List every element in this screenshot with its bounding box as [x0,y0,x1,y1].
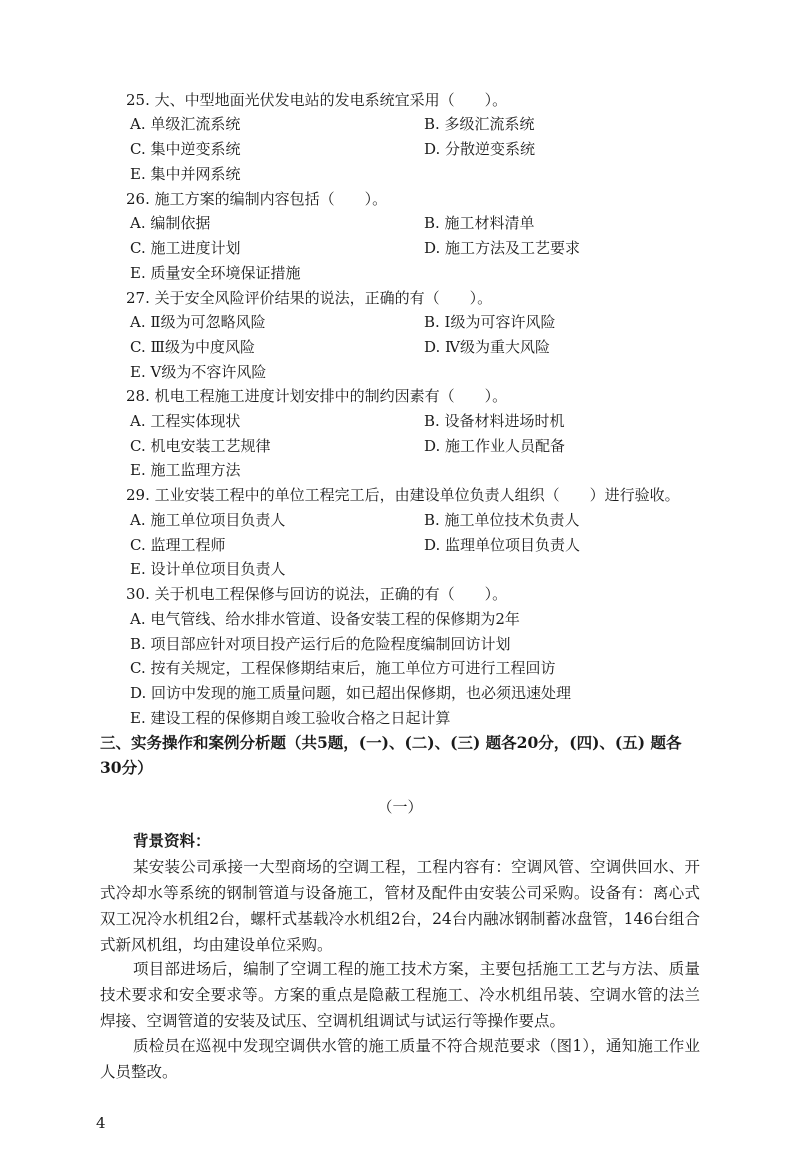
question-27-stem: 27. 关于安全风险评价结果的说法，正确的有（ ）。 [126,289,493,307]
question-28-option-d: D. 施工作业人员配备 [424,437,566,455]
question-30-option-d: D. 回访中发现的施工质量问题，如已超出保修期，也必须迅速处理 [130,684,572,702]
question-25-option-c: C. 集中逆变系统 [130,140,241,158]
question-27-option-e: E. Ⅴ级为不容许风险 [130,363,267,381]
question-28-stem: 28. 机电工程施工进度计划安排中的制约因素有（ ）。 [126,387,508,405]
question-25-option-b: B. 多级汇流系统 [424,115,535,133]
question-29-option-a: A. 施工单位项目负责人 [130,511,286,529]
question-28-option-a: A. 工程实体现状 [130,412,241,430]
question-29-stem: 29. 工业安装工程中的单位工程完工后，由建设单位负责人组织（ ）进行验收。 [126,486,680,504]
section-heading-line-2: 30分） [100,758,153,777]
question-27-option-c: C. Ⅲ级为中度风险 [130,338,255,356]
section-heading-line-1: 三、实务操作和案例分析题（共5题，(一)、(二)、(三) 题各20分，(四)、(五) 题各 [100,733,682,752]
background-paragraph-3: 质检员在巡视中发现空调供水管的施工质量不符合规范要求（图1），通知施工作业人员整改。 [100,1037,700,1081]
question-26-option-a: A. 编制依据 [130,214,211,232]
question-27-option-a: A. Ⅱ级为可忽略风险 [130,313,266,331]
question-26-stem: 26. 施工方案的编制内容包括（ ）。 [126,190,388,208]
question-30-option-e: E. 建设工程的保修期自竣工验收合格之日起计算 [130,709,451,727]
question-30-option-b: B. 项目部应针对项目投产运行后的危险程度编制回访计划 [130,635,511,653]
question-29-option-d: D. 监理单位项目负责人 [424,536,581,554]
question-25-option-a: A. 单级汇流系统 [130,115,241,133]
question-27-option-d: D. Ⅳ级为重大风险 [424,338,551,356]
question-26-option-b: B. 施工材料清单 [424,214,535,232]
question-26-option-d: D. 施工方法及工艺要求 [424,239,581,257]
question-29-option-e: E. 设计单位项目负责人 [130,560,286,578]
question-28-option-e: E. 施工监理方法 [130,461,241,479]
question-28-option-c: C. 机电安装工艺规律 [130,437,271,455]
background-paragraph-1: 某安装公司承接一大型商场的空调工程，工程内容有：空调风管、空调供回水、开式冷却水等系统的钢制管道与设备施工，管材及配件由安装公司采购。设备有：离心式双工况冷水机组2台，螺杆式基载冷水机组2台，24台内融冰钢制蓄冰盘管，146台组合式新风机组，均由建设单位采购。 [100,858,700,954]
question-25-option-e: E. 集中并网系统 [130,165,241,183]
question-26-option-e: E. 质量安全环境保证措施 [130,264,301,282]
question-30-option-c: C. 按有关规定，工程保修期结束后，施工单位方可进行工程回访 [130,659,556,677]
question-29-option-b: B. 施工单位技术负责人 [424,511,580,529]
question-25-option-d: D. 分散逆变系统 [424,140,536,158]
question-28-option-b: B. 设备材料进场时机 [424,412,565,430]
background-heading: 背景资料： [133,831,211,850]
question-30-option-a: A. 电气管线、给水排水管道、设备安装工程的保修期为2年 [130,610,520,628]
question-26-option-c: C. 施工进度计划 [130,239,241,257]
case-number: （一） [377,798,423,816]
question-29-option-c: C. 监理工程师 [130,536,226,554]
page-number: 4 [96,1114,106,1132]
question-30-stem: 30. 关于机电工程保修与回访的说法，正确的有（ ）。 [126,585,508,603]
question-25-stem: 25. 大、中型地面光伏发电站的发电系统宜采用（ ）。 [126,91,508,109]
background-paragraph-2: 项目部进场后，编制了空调工程的施工技术方案，主要包括施工工艺与方法、质量技术要求和安全要求等。方案的重点是隐蔽工程施工、冷水机组吊装、空调水管的法兰焊接、空调管道的安装及试压、空调机组调试与试运行等操作要点。 [100,960,700,1030]
question-27-option-b: B. Ⅰ级为可容许风险 [424,313,556,331]
